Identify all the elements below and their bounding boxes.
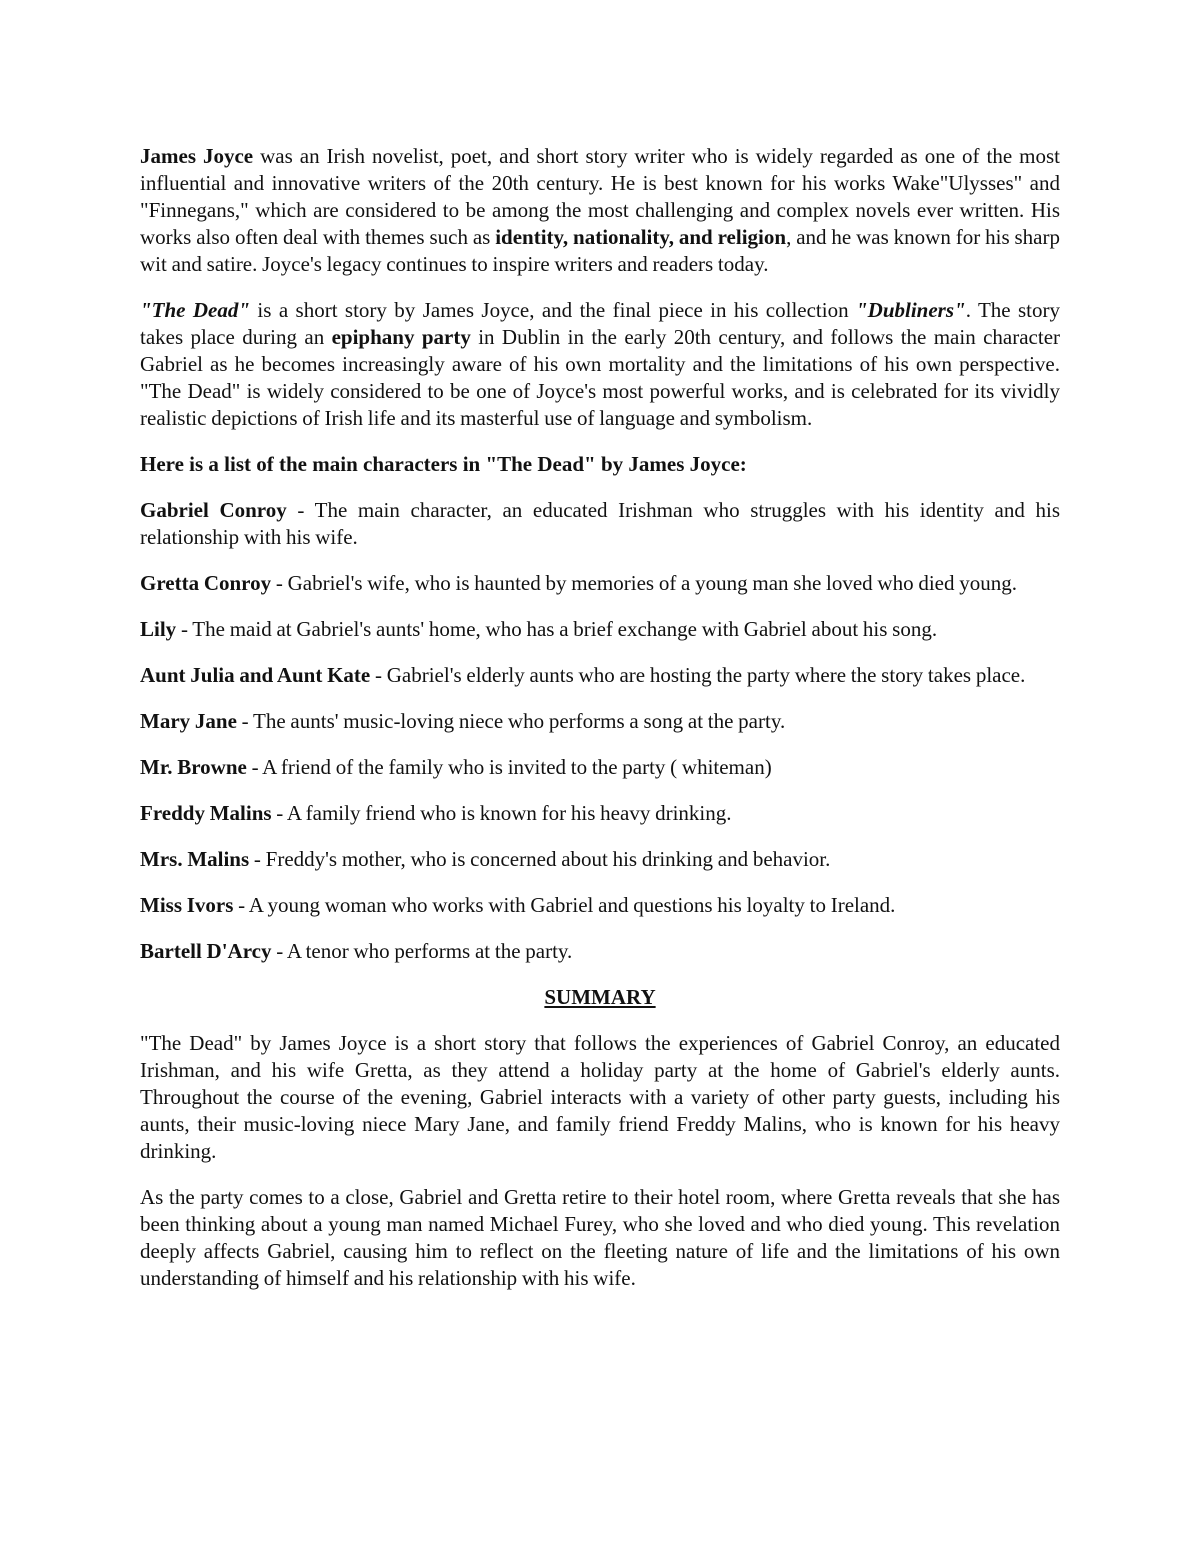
character-desc: - The aunts' music-loving niece who performs a song at the party. bbox=[236, 709, 786, 733]
character-item bbox=[140, 497, 1060, 551]
document-page bbox=[140, 143, 1060, 1311]
character-desc: - A tenor who performs at the party. bbox=[271, 939, 573, 963]
character-name: Mary Jane bbox=[140, 709, 237, 733]
character-list bbox=[140, 497, 1060, 965]
dead-text-2: . The story takes place during an bbox=[140, 298, 1060, 349]
character-desc: - The main character, an educated Irishman who struggles with his identity and his relationship with his wife. bbox=[140, 498, 1060, 549]
character-desc: - The maid at Gabriel's aunts' home, who has a brief exchange with Gabriel about his song. bbox=[176, 617, 938, 641]
character-item bbox=[140, 662, 1060, 689]
dead-text-1: is a short story by James Joyce, and the final piece in his collection bbox=[250, 298, 856, 322]
character-name: Lily bbox=[140, 617, 177, 641]
intro-text-1: was an Irish novelist, poet, and short story writer who is widely regarded as one of the most influential and innovative writers of the 20th century. He is best known for his works Wake"Ulysses" and "Finnegans," which are considered to be among the most challenging and complex novels ever written. His works also often deal with themes such as bbox=[140, 144, 1060, 249]
character-item bbox=[140, 938, 1060, 965]
character-name: Mrs. Malins bbox=[140, 847, 250, 871]
character-name: Miss Ivors bbox=[140, 893, 234, 917]
character-desc: - A family friend who is known for his heavy drinking. bbox=[271, 801, 732, 825]
intro-paragraph bbox=[140, 143, 1060, 278]
epiphany-party: epiphany party bbox=[331, 325, 471, 349]
character-item bbox=[140, 570, 1060, 597]
author-name: James Joyce bbox=[140, 144, 254, 168]
the-dead-paragraph bbox=[140, 297, 1060, 432]
character-item bbox=[140, 892, 1060, 919]
character-item bbox=[140, 754, 1060, 781]
dead-text-3: in Dublin in the early 20th century, and follows the main character Gabriel as he becomes increasingly aware of his own mortality and the limitations of his own perspective. "The Dead" is widely considered to be one of Joyce's most powerful works, and is celebrated for its vividly realistic depictions of Irish life and its masterful use of language and symbolism. bbox=[140, 325, 1061, 430]
summary-paragraph-1: "The Dead" by James Joyce is a short story that follows the experiences of Gabriel Conroy, an educated Irishman, and his wife Gretta, as they attend a holiday party at the home of Gabriel's elderly aunts. Throughout the course of the evening, Gabriel interacts with a variety of other party guests, including his aunts, their music-loving niece Mary Jane, and family friend Freddy Malins, who is known for his heavy drinking. bbox=[140, 1031, 1060, 1163]
character-name: Aunt Julia and Aunt Kate bbox=[140, 663, 371, 687]
story-title: "The Dead" bbox=[140, 298, 251, 322]
character-item bbox=[140, 800, 1060, 827]
summary-paragraph-2: As the party comes to a close, Gabriel and Gretta retire to their hotel room, where Gretta reveals that she has been thinking about a young man named Michael Furey, who she loved and who died young. This revelation deeply affects Gabriel, causing him to reflect on the fleeting nature of life and the limitations of his own understanding of himself and his relationship with his wife. bbox=[140, 1185, 1060, 1290]
character-desc: - Gabriel's wife, who is haunted by memories of a young man she loved who died young. bbox=[271, 571, 1018, 595]
character-name: Bartell D'Arcy bbox=[140, 939, 272, 963]
character-item bbox=[140, 846, 1060, 873]
character-name: Mr. Browne bbox=[140, 755, 247, 779]
intro-themes: identity, nationality, and religion bbox=[495, 225, 787, 249]
character-name: Freddy Malins bbox=[140, 801, 272, 825]
characters-heading: Here is a list of the main characters in "The Dead" by James Joyce: bbox=[140, 452, 747, 476]
intro-text-2: , and he was known for his sharp wit and satire. Joyce's legacy continues to inspire writers and readers today. bbox=[140, 225, 1060, 276]
character-desc: - Freddy's mother, who is concerned about his drinking and behavior. bbox=[249, 847, 831, 871]
character-item bbox=[140, 708, 1060, 735]
character-name: Gabriel Conroy bbox=[140, 498, 287, 522]
character-desc: - Gabriel's elderly aunts who are hosting the party where the story takes place. bbox=[370, 663, 1026, 687]
character-item bbox=[140, 616, 1060, 643]
character-name: Gretta Conroy bbox=[140, 571, 272, 595]
character-desc: - A friend of the family who is invited to the party ( whiteman) bbox=[246, 755, 772, 779]
summary-heading: SUMMARY bbox=[544, 985, 656, 1009]
collection-title: "Dubliners" bbox=[856, 298, 966, 322]
character-desc: - A young woman who works with Gabriel and questions his loyalty to Ireland. bbox=[233, 893, 896, 917]
